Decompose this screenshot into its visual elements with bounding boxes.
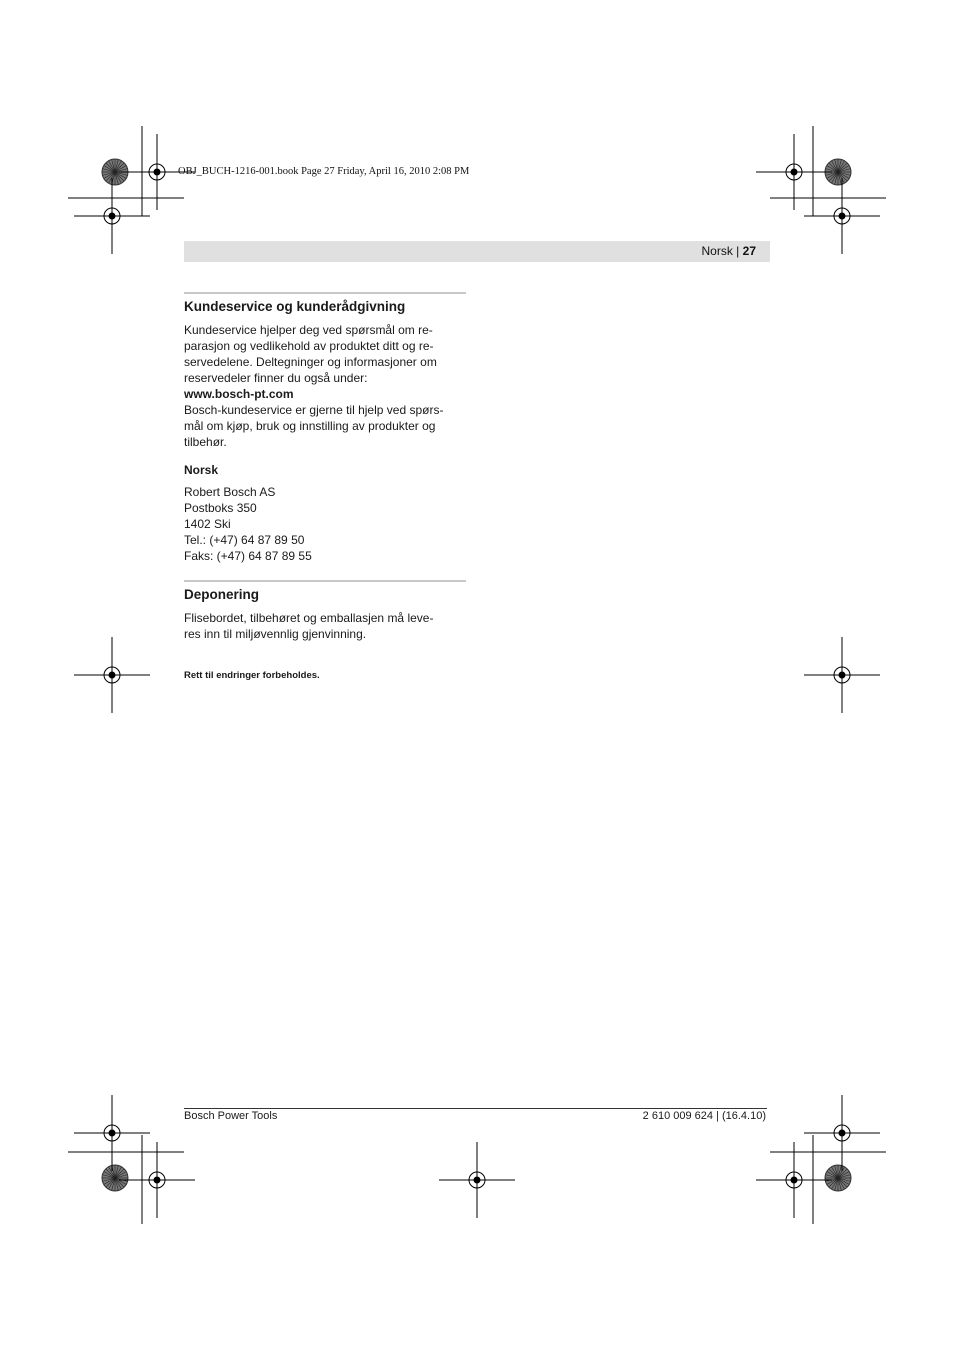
- registration-cross-icon: [756, 134, 832, 210]
- content-column: [184, 292, 466, 684]
- body-line: reservedeler finner du også under:: [184, 371, 368, 385]
- address-line: Postboks 350: [184, 501, 257, 515]
- registration-cross-icon: [439, 1142, 515, 1218]
- body-line: Kundeservice hjelper deg ved spørsmål om re-: [184, 323, 433, 337]
- body-line: Bosch-kundeservice er gjerne til hjelp ved spørs-: [184, 403, 444, 417]
- body-line: Flisebordet, tilbehøret og emballasjen må leve-: [184, 611, 434, 625]
- change-notice: Rett til endringer forbeholdes.: [184, 670, 320, 681]
- book-info: OBJ_BUCH-1216-001.book Page 27 Friday, April 16, 2010 2:08 PM: [178, 166, 470, 177]
- section-rule: [184, 292, 466, 294]
- page-number: 27: [742, 244, 756, 258]
- header-text: [701, 244, 756, 258]
- section-rule: [184, 580, 466, 582]
- address-line: 1402 Ski: [184, 517, 231, 531]
- registration-cross-icon: [804, 178, 880, 254]
- registration-star-icon: [825, 1165, 851, 1191]
- page-header: [184, 241, 770, 262]
- footer-rule: [184, 1108, 767, 1109]
- registration-cross-icon: [74, 1095, 150, 1171]
- registration-cross-icon: [74, 637, 150, 713]
- website-link[interactable]: www.bosch-pt.com: [184, 387, 294, 401]
- registration-cross-icon: [74, 178, 150, 254]
- body-line: mål om kjøp, bruk og innstilling av produkter og: [184, 419, 436, 433]
- body-line: servedelene. Deltegninger og informasjoner om: [184, 355, 437, 369]
- address-line: Tel.: (+47) 64 87 89 50: [184, 533, 305, 547]
- header-language: Norsk: [701, 244, 733, 258]
- body-line: tilbehør.: [184, 435, 227, 449]
- section-title-kundeservice: Kundeservice og kunderådgivning: [184, 299, 406, 314]
- registration-cross-icon: [119, 1142, 195, 1218]
- body-line: parasjon og vedlikehold av produktet ditt og re-: [184, 339, 434, 353]
- section-title-deponering: Deponering: [184, 587, 260, 602]
- footer-brand: Bosch Power Tools: [184, 1110, 278, 1122]
- footer-doc-number: 2 610 009 624 | (16.4.10): [642, 1110, 766, 1122]
- address-line: Faks: (+47) 64 87 89 55: [184, 549, 312, 563]
- body-line: res inn til miljøvennlig gjenvinning.: [184, 627, 367, 641]
- address-line: Robert Bosch AS: [184, 485, 276, 499]
- registration-cross-icon: [756, 1142, 832, 1218]
- registration-cross-icon: [804, 1095, 880, 1171]
- header-separator: |: [736, 244, 740, 258]
- registration-cross-icon: [804, 637, 880, 713]
- country-heading: Norsk: [184, 463, 219, 477]
- registration-star-icon: [102, 1165, 128, 1191]
